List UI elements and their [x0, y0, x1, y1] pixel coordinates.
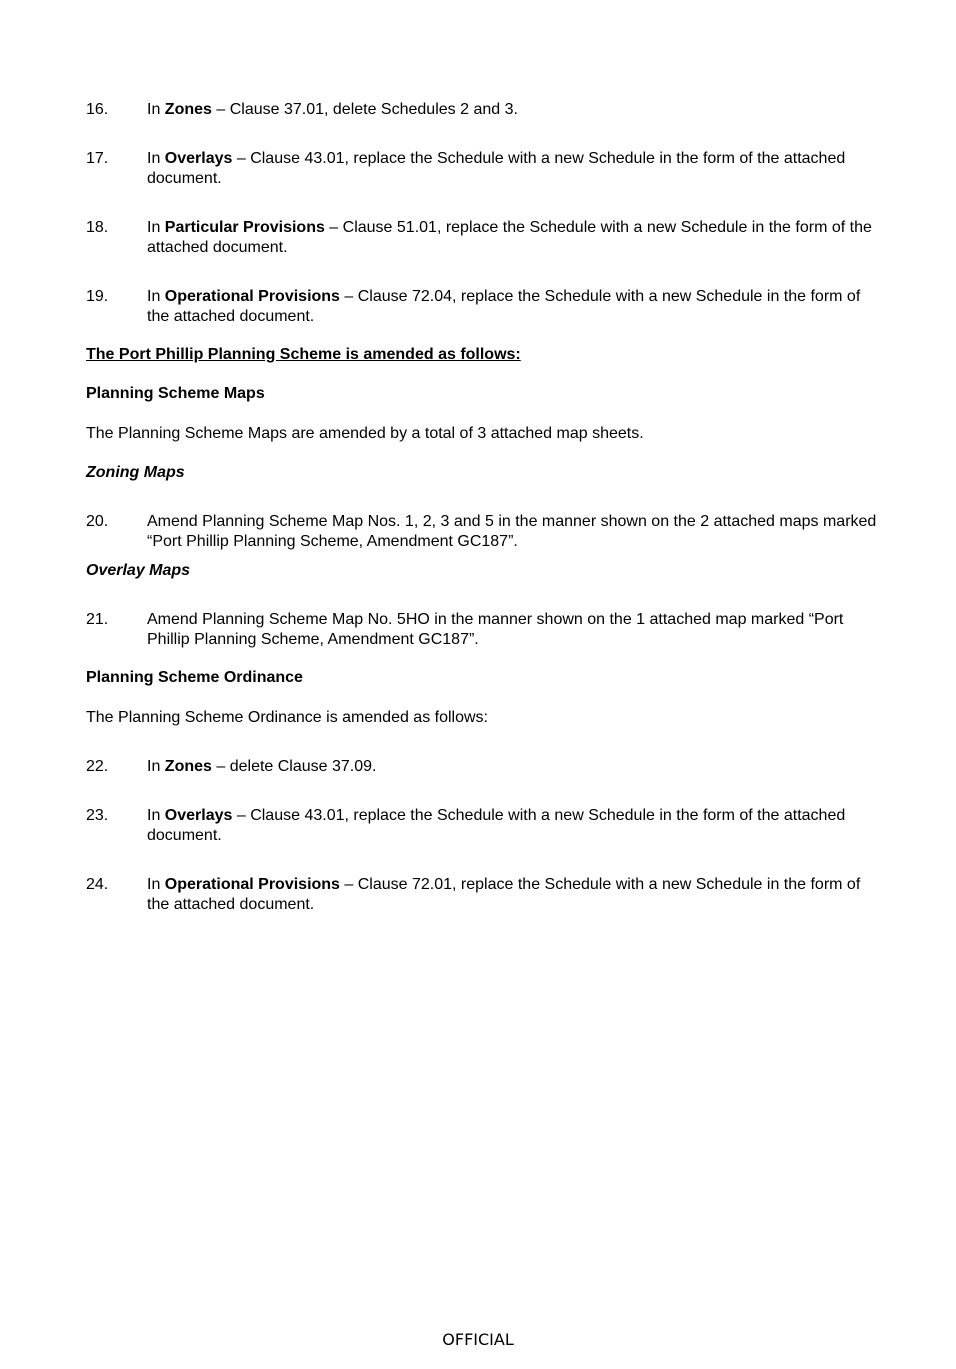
amendment-item-24 [86, 875, 886, 914]
section-title: The Port Phillip Planning Scheme is amended as follows: [86, 346, 521, 363]
item-number: 22. [86, 758, 109, 775]
ordinance-heading: Planning Scheme Ordinance [86, 669, 303, 686]
item-prefix: In [147, 758, 165, 775]
amendment-item-16 [86, 100, 886, 120]
item-text [147, 287, 886, 326]
item-rest: – Clause 72.04, replace the Schedule with a new Schedule in the form of the attached document. [147, 288, 861, 325]
item-bold-term: Overlays [164, 150, 233, 167]
item-rest: – Clause 43.01, replace the Schedule with a new Schedule in the form of the attached document. [147, 150, 846, 187]
item-rest: – Clause 72.01, replace the Schedule with a new Schedule in the form of the attached document. [147, 876, 861, 913]
item-bold-term: Operational Provisions [164, 288, 340, 305]
item-rest: – Clause 51.01, replace the Schedule with a new Schedule in the form of the attached document. [147, 219, 872, 256]
item-rest: – Clause 43.01, replace the Schedule with a new Schedule in the form of the attached document. [147, 807, 846, 844]
overlay-maps-heading: Overlay Maps [86, 562, 191, 579]
ordinance-intro: The Planning Scheme Ordinance is amended as follows: [86, 709, 488, 726]
maps-intro: The Planning Scheme Maps are amended by a total of 3 attached map sheets. [86, 425, 644, 442]
item-bold-term: Overlays [164, 807, 233, 824]
item-prefix: In [147, 219, 165, 236]
item-rest: – delete Clause 37.09. [211, 758, 377, 775]
item-number: 20. [86, 513, 109, 530]
item-text [147, 149, 886, 188]
amendment-item-21 [86, 610, 886, 649]
zoning-maps-heading: Zoning Maps [86, 464, 185, 481]
item-prefix: In [147, 150, 165, 167]
item-rest: – Clause 37.01, delete Schedules 2 and 3. [211, 101, 518, 118]
item-prefix: In [147, 807, 165, 824]
item-text [147, 100, 886, 120]
item-number: 16. [86, 101, 109, 118]
item-text [147, 757, 886, 777]
footer-classification: OFFICIAL [442, 1330, 514, 1349]
amendment-item-23 [86, 806, 886, 845]
item-text [147, 875, 886, 914]
item-number: 23. [86, 807, 109, 824]
item-number: 18. [86, 219, 109, 236]
maps-heading: Planning Scheme Maps [86, 385, 265, 402]
amendment-item-22 [86, 757, 886, 777]
item-prefix: In [147, 101, 165, 118]
item-number: 24. [86, 876, 109, 893]
item-text: Amend Planning Scheme Map Nos. 1, 2, 3 and 5 in the manner shown on the 2 attached maps marked “Port Phillip Planning Scheme, Amendment GC187”. [147, 513, 877, 550]
item-number: 19. [86, 288, 109, 305]
item-prefix: In [147, 876, 165, 893]
amendment-item-18 [86, 218, 886, 257]
item-text: Amend Planning Scheme Map No. 5HO in the manner shown on the 1 attached map marked “Port Phillip Planning Scheme, Amendment GC187”. [147, 611, 844, 648]
item-bold-term: Operational Provisions [164, 876, 340, 893]
amendment-item-17 [86, 149, 886, 188]
amendment-item-20 [86, 512, 886, 551]
item-number: 17. [86, 150, 109, 167]
item-bold-term: Zones [164, 101, 212, 118]
item-bold-term: Zones [164, 758, 212, 775]
item-text [147, 806, 886, 845]
amendment-item-19 [86, 287, 886, 326]
item-text [147, 218, 886, 257]
item-bold-term: Particular Provisions [164, 219, 325, 236]
item-prefix: In [147, 288, 165, 305]
item-number: 21. [86, 611, 109, 628]
